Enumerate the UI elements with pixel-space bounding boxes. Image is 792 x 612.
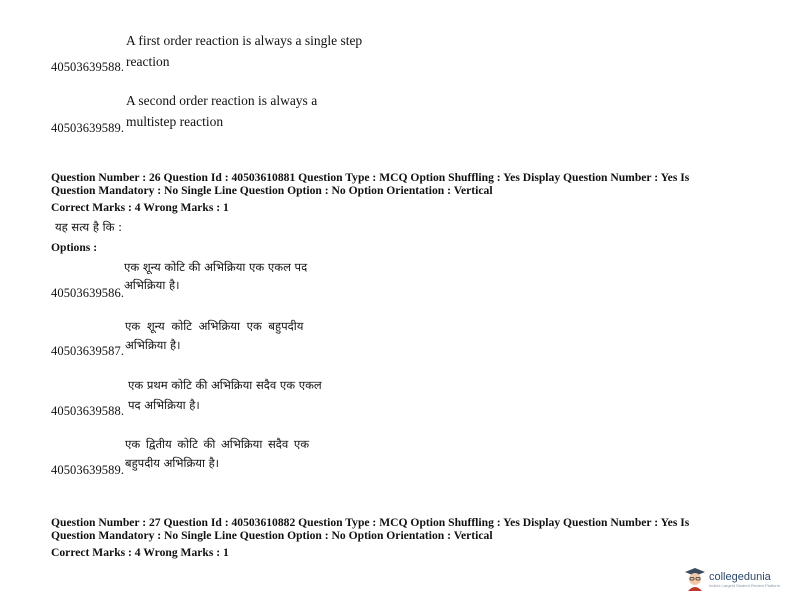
q26-option-586-id: 40503639586. — [51, 286, 125, 300]
brand-name: collegedunia — [709, 570, 771, 583]
q26-option-589-id: 40503639589. — [51, 463, 125, 477]
q27-meta-line1: Question Number : 27 Question Id : 40503610882 Question Type : MCQ Option Shuffling : Yes Display Question Number : Yes Is — [51, 516, 690, 529]
prev-option-text-588: A first order reaction is always a single step reaction — [126, 33, 363, 69]
q26-option-588-line1: एक प्रथम कोटि की अभिक्रिया सदैव एक एकल — [128, 378, 322, 392]
q26-option-587-line1: एक शून्य कोटि अभिक्रिया एक बहुपदीय — [125, 319, 304, 333]
prev-option-id-589: 40503639589. — [51, 121, 125, 135]
q26-option-586-line2: अभिक्रिया है। — [124, 278, 180, 292]
q27-meta-line2: Question Mandatory : No Single Line Question Option : No Option Orientation : Vertical — [51, 529, 493, 542]
brand-tagline: India's Largest Student Review Platform — [709, 582, 781, 588]
q26-meta-line1: Question Number : 26 Question Id : 40503610881 Question Type : MCQ Option Shuffling : Yes Display Question Number : Yes Is — [51, 171, 690, 184]
prev-option-text-589: A second order reaction is always a multistep reaction — [126, 93, 318, 129]
q26-options-label: Options : — [51, 241, 98, 254]
q26-option-589-line1: एक द्वितीय कोटि की अभिक्रिया सदैव एक — [125, 437, 310, 451]
prev-option-id-588: 40503639588. — [51, 60, 125, 74]
q26-meta-line2: Question Mandatory : No Single Line Question Option : No Option Orientation : Vertical — [51, 184, 493, 197]
q27-marks: Correct Marks : 4 Wrong Marks : 1 — [51, 546, 229, 559]
q26-option-587-line2: अभिक्रिया है। — [125, 338, 181, 352]
q26-question-text: यह सत्य है कि : — [55, 220, 122, 234]
q26-marks: Correct Marks : 4 Wrong Marks : 1 — [51, 201, 229, 214]
q26-option-588-id: 40503639588. — [51, 404, 125, 418]
q26-option-589-line2: बहुपदीय अभिक्रिया है। — [125, 456, 220, 470]
student-avatar-icon — [684, 567, 706, 591]
q26-option-588-line2: पद अभिक्रिया है। — [128, 398, 200, 412]
collegedunia-watermark — [684, 567, 780, 591]
q26-option-586-line1: एक शून्य कोटि की अभिक्रिया एक एकल पद — [124, 260, 308, 274]
q26-option-587-id: 40503639587. — [51, 344, 125, 358]
